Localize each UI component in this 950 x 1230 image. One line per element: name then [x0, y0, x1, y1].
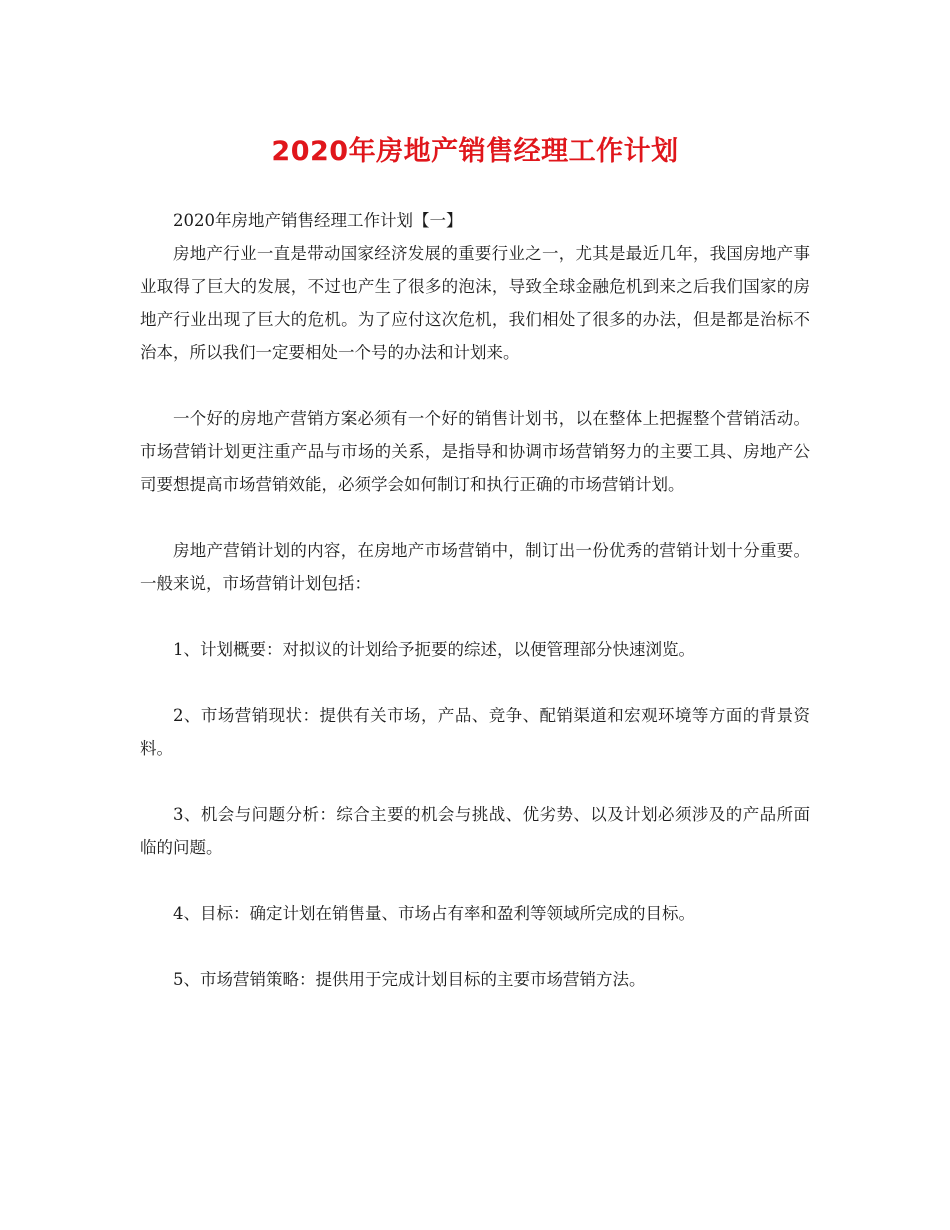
paragraph-intro: 房地产行业一直是带动国家经济发展的重要行业之一，尤其是最近几年，我国房地产事业取得了巨大的发展，不过也产生了很多的泡沫，导致全球金融危机到来之后我们国家的房地产行业出现了巨大的危机。为了应付这次危机，我们相处了很多的办法，但是都是治标不治本，所以我们一定要相处一个号的办法和计划来。	[140, 244, 810, 362]
paragraph-spacer	[140, 600, 810, 633]
paragraph-marketing-plan: 一个好的房地产营销方案必须有一个好的销售计划书，以在整体上把握整个营销活动。市场营销计划更注重产品与市场的关系，是指导和协调市场营销努力的主要工具、房地产公司要想提高市场营销效能，必须学会如何制订和执行正确的市场营销计划。	[140, 409, 810, 494]
paragraph-spacer	[140, 864, 810, 897]
list-item: 3、机会与问题分析：综合主要的机会与挑战、优劣势、以及计划必须涉及的产品所面临的问题。	[140, 805, 810, 857]
list-item: 5、市场营销策略：提供用于完成计划目标的主要市场营销方法。	[173, 970, 646, 989]
paragraph-spacer	[140, 930, 810, 963]
paragraph-spacer	[140, 501, 810, 534]
paragraph-spacer	[140, 765, 810, 798]
paragraph-spacer	[140, 369, 810, 402]
list-item: 4、目标：确定计划在销售量、市场占有率和盈利等领域所完成的目标。	[173, 904, 695, 923]
list-item: 1、计划概要：对拟议的计划给予扼要的综述，以便管理部分快速浏览。	[173, 640, 695, 659]
list-item: 2、市场营销现状：提供有关市场，产品、竞争、配销渠道和宏观环境等方面的背景资料。	[140, 706, 810, 758]
paragraph-spacer	[140, 666, 810, 699]
document-body	[140, 204, 810, 996]
paragraph-plan-contents: 房地产营销计划的内容，在房地产市场营销中，制订出一份优秀的营销计划十分重要。一般来说，市场营销计划包括：	[140, 541, 810, 593]
section-heading: 2020年房地产销售经理工作计划【一】	[173, 211, 463, 230]
document-title: 2020年房地产销售经理工作计划	[271, 136, 679, 167]
